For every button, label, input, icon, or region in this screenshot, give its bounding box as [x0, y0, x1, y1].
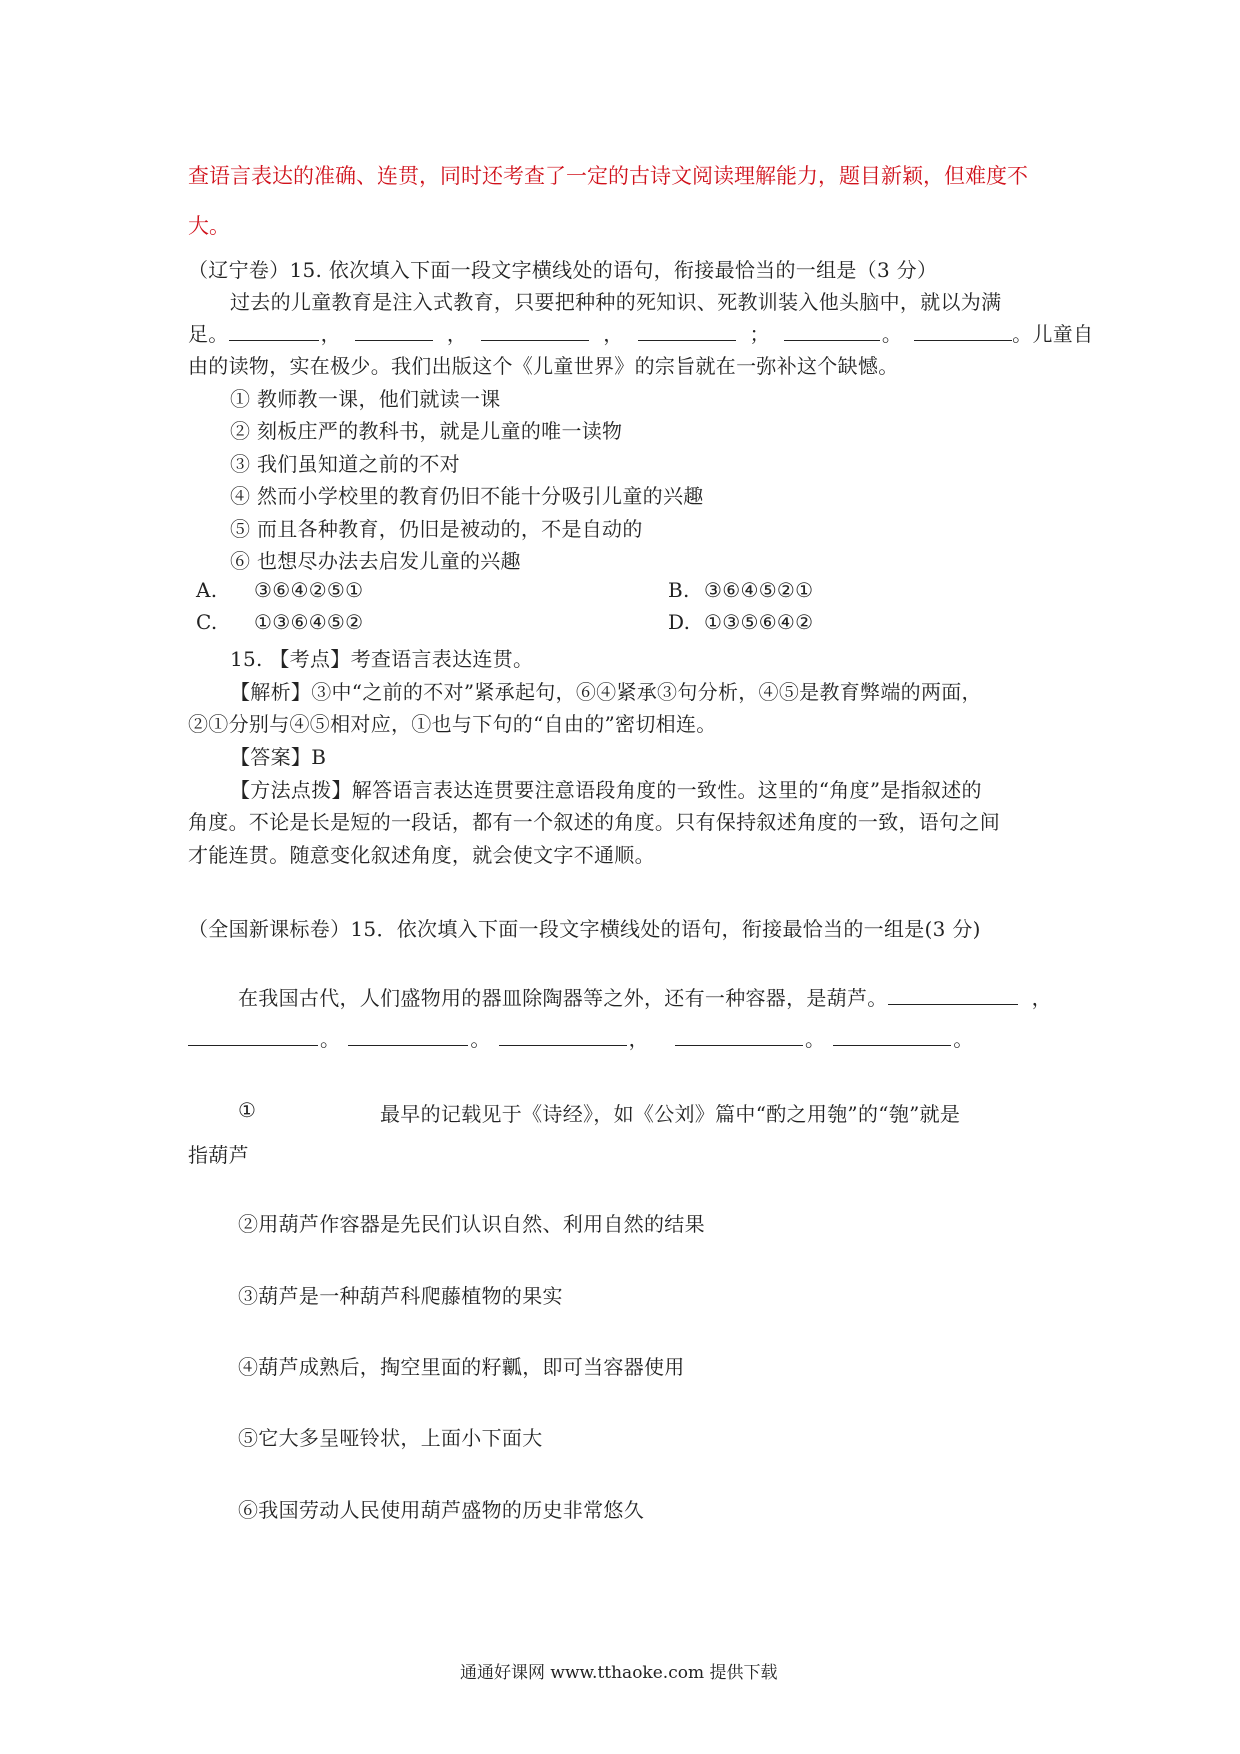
q2-header: （全国新课标卷）15．依次填入下面一段文字横线处的语句，衔接最恰当的一组是(3 分): [188, 917, 981, 941]
q2-blank-5: [675, 1029, 803, 1046]
q1-kaodian: 15. 【考点】考查语言表达连贯。: [230, 647, 534, 671]
q1-blank-4: [638, 322, 736, 341]
q2-para-end: ，: [1031, 986, 1052, 1010]
option-a-value: ③⑥④②⑤①: [254, 578, 364, 602]
q1-sep-5: 。: [881, 322, 903, 346]
q2-blank-6: [833, 1029, 951, 1046]
q1-item-5: ⑤ 而且各种教育，仍旧是被动的，不是自动的: [230, 517, 643, 541]
q1-para-line-2: [188, 318, 1093, 347]
q1-sep-1: ，: [320, 322, 341, 346]
q2-sep-b: 。: [470, 1027, 491, 1051]
q2-para-line-1: [238, 982, 1052, 1011]
option-c-value: ①③⑥④⑤②: [254, 610, 364, 634]
q2-item-3: ③葫芦是一种葫芦科爬藤植物的果实: [238, 1284, 563, 1308]
q1-para-end: 。儿童自: [1012, 322, 1094, 346]
q2-item-4: ④葫芦成熟后，掏空里面的籽瓤，即可当容器使用: [238, 1355, 685, 1379]
q2-blank-3: [348, 1029, 468, 1046]
q1-method-line-1: 【方法点拨】解答语言表达连贯要注意语段角度的一致性。这里的“角度”是指叙述的: [230, 778, 982, 802]
q2-item-1-number: ①: [238, 1098, 257, 1122]
q1-item-4: ④ 然而小学校里的教育仍旧不能十分吸引儿童的兴趣: [230, 484, 704, 508]
q1-para-start: 足。: [188, 322, 229, 346]
q1-blank-2: [355, 322, 433, 341]
q2-item-5: ⑤它大多呈哑铃状，上面小下面大: [238, 1426, 543, 1450]
q1-item-6: ⑥ 也想尽办法去启发儿童的兴趣: [230, 549, 521, 573]
intro-line-1: 查语言表达的准确、连贯，同时还考查了一定的古诗文阅读理解能力，题目新颖，但难度不: [188, 164, 1028, 188]
q1-item-1: ① 教师教一课，他们就读一课: [230, 387, 501, 411]
q2-item-1-continued: 指葫芦: [188, 1143, 249, 1167]
q2-item-1-text: 最早的记载见于《诗经》，如《公刘》篇中“酌之用匏”的“匏”就是: [380, 1102, 961, 1126]
option-a-letter: A.: [196, 578, 218, 602]
q1-method-line-3: 才能连贯。随意变化叙述角度，就会使文字不通顺。: [188, 843, 655, 867]
q2-item-6: ⑥我国劳动人民使用葫芦盛物的历史非常悠久: [238, 1498, 644, 1522]
option-d-value: ①③⑤⑥④②: [704, 610, 814, 634]
option-d-letter: D.: [668, 610, 691, 634]
q2-sep-a: 。: [320, 1027, 341, 1051]
q1-jiexi-line-2: ②①分别与④⑤相对应，①也与下句的“自由的”密切相连。: [188, 712, 717, 736]
q2-blank-4: [499, 1029, 627, 1046]
q1-para-line-3: 由的读物，实在极少。我们出版这个《儿童世界》的宗旨就在一弥补这个缺憾。: [188, 354, 899, 378]
q1-method-line-2: 角度。不论是长是短的一段话，都有一个叙述的角度。只有保持叙述角度的一致，语句之间: [188, 810, 1000, 834]
q1-blank-6: [914, 322, 1012, 341]
q2-para-line-2: [188, 1023, 974, 1052]
q1-blank-5: [784, 322, 880, 341]
q2-sep-e: 。: [953, 1027, 974, 1051]
q1-sep-3: ，: [603, 322, 624, 346]
q1-jiexi-line-1: 【解析】③中“之前的不对”紧承起句，⑥④紧承③句分析，④⑤是教育弊端的两面，: [230, 680, 982, 704]
q1-answer: 【答案】B: [230, 745, 327, 769]
q1-para-line-1: 过去的儿童教育是注入式教育，只要把种种的死知识、死教训装入他头脑中，就以为满: [230, 290, 1002, 314]
q1-sep-2: ，: [446, 322, 468, 346]
q1-blank-3: [481, 322, 589, 341]
q2-sep-d: 。: [804, 1027, 826, 1051]
intro-line-2: 大。: [188, 214, 230, 238]
option-b-value: ③⑥④⑤②①: [704, 578, 814, 602]
q2-blank-1: [888, 988, 1018, 1005]
q1-sep-4: ；: [749, 322, 770, 346]
option-c-letter: C.: [196, 610, 218, 634]
q1-blank-1: [229, 322, 319, 341]
q1-header: （辽宁卷）15. 依次填入下面一段文字横线处的语句，衔接最恰当的一组是（3 分）: [188, 258, 938, 282]
q1-item-2: ② 刻板庄严的教科书，就是儿童的唯一读物: [230, 419, 623, 443]
q2-para-text: 在我国古代，人们盛物用的器皿除陶器等之外，还有一种容器，是葫芦。: [238, 986, 888, 1010]
page-footer: 通通好课网 www.tthaoke.com 提供下载: [460, 1663, 778, 1683]
q2-sep-c: ，: [628, 1027, 649, 1051]
q2-item-2: ②用葫芦作容器是先民们认识自然、利用自然的结果: [238, 1212, 705, 1236]
q2-blank-2: [188, 1029, 318, 1046]
q1-item-3: ③ 我们虽知道之前的不对: [230, 452, 460, 476]
option-b-letter: B.: [668, 578, 690, 602]
